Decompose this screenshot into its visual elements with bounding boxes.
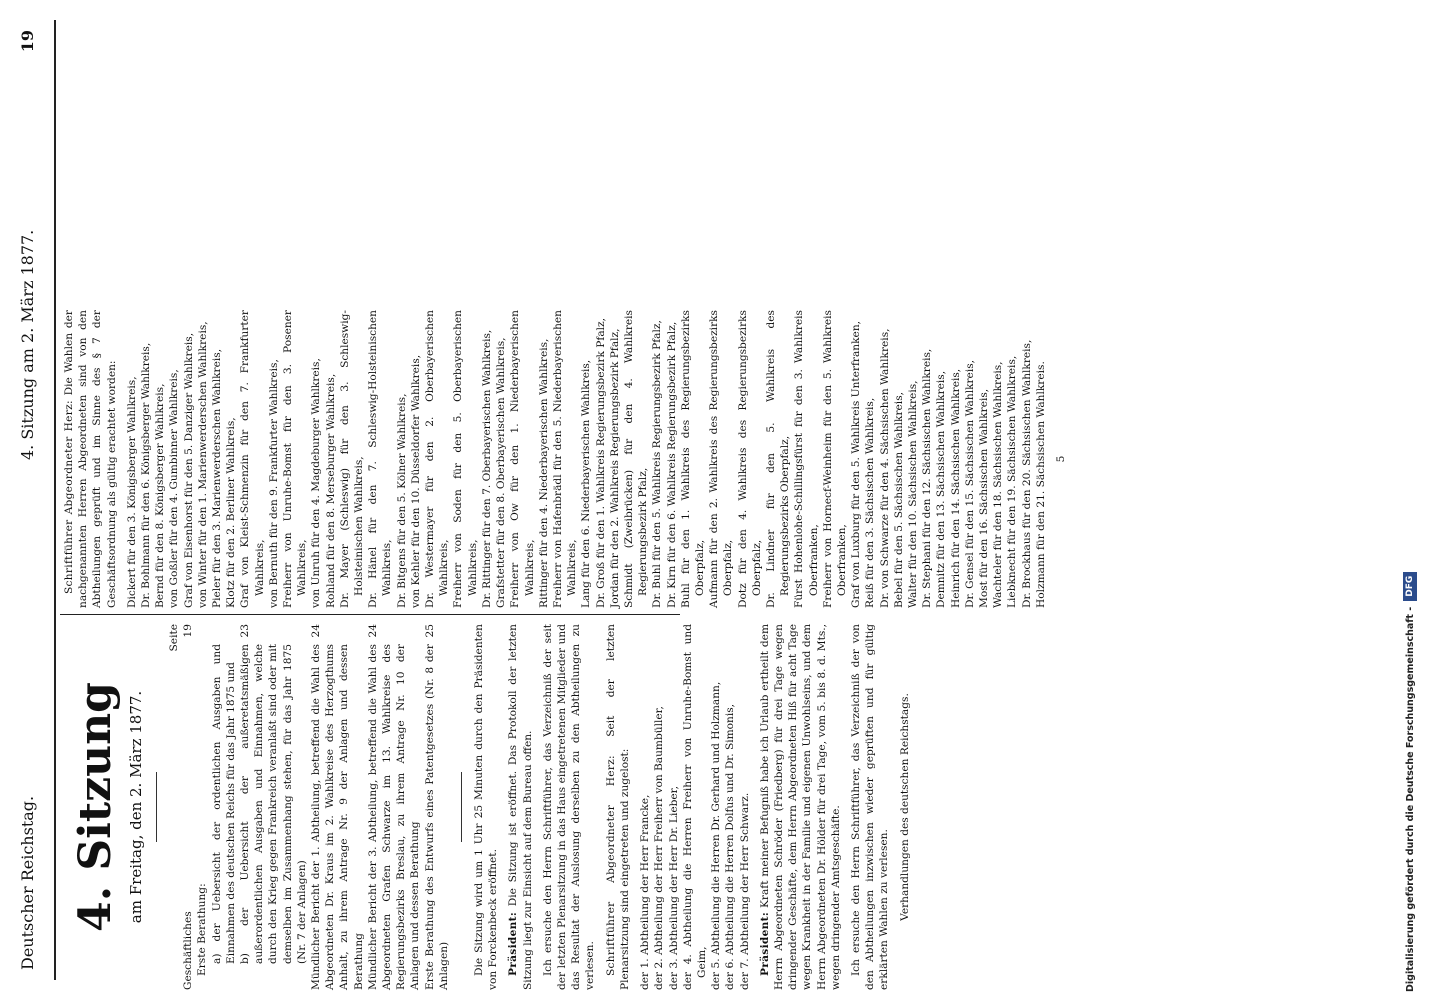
list-item: Bernd für den 8. Königsberger Wahlkreis, (154, 383, 167, 608)
toc-col-label: Seite (168, 624, 180, 652)
toc-item: b) der Uebersicht der außeretatsmäßigen außerordentlichen Ausgaben und Einnahmen, welche durch den Krieg gegen Frankreich veranlaßt sind oder mit demselben im Zusammenhang stehen, für das Jahr 1875 (Nr. 7 der Anlagen) 23 (239, 624, 308, 964)
list-item: der 4. Abtheilung die Herren Freiherr von Unruhe-Bomst und Geim, (681, 624, 708, 990)
list-item: Demnitz für den 13. Sächsischen Wahlkreis, (935, 370, 948, 608)
dfg-logo: DFG (1403, 572, 1417, 601)
list-item: Buhl für den 1. Wahlkreis des Regierungsbezirks Oberpfalz, (679, 310, 706, 608)
list-item: Dr. Gensel für den 15. Sächsischen Wahlkreis, (963, 359, 976, 608)
toc-item: a) der Uebersicht der ordentlichen Ausgaben und Einnahmen des deutschen Reichs für das Jahr 1875 und (210, 644, 237, 964)
list-item: von Goßler für den 4. Gumbinner Wahlkreis, (168, 369, 181, 608)
toc-item: Erste Berathung des Entwurfs eines Patentgesetzes (Nr. 8 der Anlagen) 25 (423, 624, 450, 990)
session-title: 4. Sitzung (70, 682, 121, 932)
list-item: Reiß für den 3. Sächsischen Wahlkreis, (864, 397, 877, 608)
list-item: der 5. Abtheilung die Herren Dr. Gerhard und Holzmann, (710, 681, 723, 990)
session-date: am Freitag, den 2. März 1877. (127, 690, 145, 924)
header-left: Deutscher Reichstag. (18, 795, 37, 970)
list-item: Dr. Stephani für den 12. Sächsischen Wahlkreis, (921, 348, 934, 608)
list-item: Heinrich für den 14. Sächsischen Wahlkreis, (949, 368, 962, 608)
list-item: Dr. Westermayer für den 2. Oberbayerischen Wahlkreis, (424, 310, 451, 608)
list-item: von Kehler für den 10. Düsseldorfer Wahlkreis, (409, 354, 422, 608)
header-rule (54, 20, 56, 980)
request-paragraph: Ich ersuche den Herrn Schriftführer, das Verzeichniß der von den Abtheilungen inzwischen wieder geprüften und für gültig erklärten Wahlen zu verlesen. (849, 624, 891, 990)
list-item: Freiherr von Hafenbrädl für den 5. Niederbayerischen Wahlkreis, (551, 310, 579, 608)
list-item: der 1. Abtheilung der Herr Francke, (639, 794, 652, 990)
toc-item: Erste Berathung: (196, 883, 209, 976)
list-item: Graf von Kleist-Schmenzin für den 7. Frankfurter Wahlkreis, (239, 310, 266, 608)
list-item: Liebknecht für den 19. Sächsischen Wahlkreis, (1006, 355, 1019, 608)
separator (461, 772, 462, 842)
list-item: Freiherr von Hornecf-Weinheim für den 5. Wahlkreis Oberfranken, (821, 310, 848, 608)
list-item: Rohland für den 8. Merseburger Wahlkreis, (324, 373, 337, 608)
list-item: Freiherr von Soden für den 5. Oberbayerischen Wahlkreis, (452, 310, 479, 608)
list-item: von Bernuth für den 9. Frankfurter Wahlkreis, (267, 359, 280, 608)
list-item: Bebel für den 5. Sächsischen Wahlkreis, (892, 392, 905, 608)
list-item: Rittinger für den 4. Niederbayerischen Wahlkreis, (537, 338, 550, 608)
list-item: Dr. Mayer (Schleswig) für den 3. Schleswig-Holsteinischen Wahlkreis, (338, 310, 366, 608)
secretary-paragraph: Schriftführer Abgeordneter Herz: Die Wahlen der nachgenannten Herren Abgeordneten sind von den Abtheilungen geprüft und im Sinne des § 7 der Geschäftsordnung als gültig erachtet worden: (63, 310, 118, 608)
list-item: der 3. Abtheilung der Herr Dr. Lieber, (667, 786, 680, 990)
list-item: Holzmann für den 21. Sächsischen Wahlkreis. (1034, 361, 1047, 608)
toc-item: Mündlicher Bericht der 1. Abtheilung, betreffend die Wahl des Abgeordneten Dr. Kraus im 2. Wahlkreise des Herzogthums Anhalt, zu ihrem Antrage Nr. 9 der Anlagen und dessen Berathung 24 (310, 624, 365, 990)
assignment-list (638, 624, 752, 990)
list-item: Freiherr von Unruhe-Bomst für den 3. Posener Wahlkreis, (282, 310, 309, 608)
list-item: Dr. Buhl für den 5. Wahlkreis Regierungsbezirk Pfalz, (651, 320, 664, 608)
list-item: der 7. Abtheilung der Herr Schwarz. (738, 792, 751, 990)
list-item: Dickert für den 3. Königsberger Wahlkreis, (125, 376, 138, 608)
list-item: Dr. Bohlmann für den 6. Königsberger Wahlkreis, (140, 342, 153, 608)
election-list (125, 310, 1048, 608)
column-divider (60, 614, 680, 615)
list-item: Aufmann für den 2. Wahlkreis des Regierungsbezirks Oberpfalz, (708, 310, 735, 608)
list-item: von Unruh für den 4. Magdeburger Wahlkreis, (310, 358, 323, 608)
list-item: Dr. Groß für den 1. Wahlkreis Regierungsbezirk Pfalz, (594, 318, 607, 608)
right-column (62, 310, 1068, 608)
list-item: Dotz für den 4. Wahlkreis des Regierungsbezirks Oberpfalz, (736, 310, 763, 608)
header-center: 4. Sitzung am 2. März 1877. (18, 229, 37, 460)
list-item: Wachteler für den 18. Sächsischen Wahlkreis, (992, 361, 1005, 608)
list-item: Walter für den 10. Sächsischen Wahlkreis, (906, 380, 919, 608)
list-item: Dr. Brockhaus für den 20. Sächsischen Wahlkreis, (1020, 339, 1033, 608)
list-item: Dr. Hänel für den 7. Schleswig-Holsteinischen Wahlkreis, (367, 310, 394, 608)
speaker-label: Schriftführer Abgeordneter Herz: (63, 400, 75, 594)
opening-paragraph: Die Sitzung wird um 1 Uhr 25 Minuten durch den Präsidenten von Forckenbeck eröffnet. (473, 624, 500, 990)
list-item: Grafstetter für den 8. Oberbayerischen Wahlkreis, (495, 337, 508, 608)
list-item: Graf von Eisenhorst für den 5. Danziger Wahlkreis, (182, 332, 195, 608)
toc-item: Geschäftliches 19 (182, 624, 195, 990)
speaker-label: Präsident: (758, 911, 771, 976)
list-item: Dr. Rittinger für den 7. Oberbayerischen Wahlkreis, (480, 329, 493, 608)
speaker-label: Präsident: (507, 911, 520, 976)
speaker-label: Schriftführer Abgeordneter Herz: (604, 755, 617, 976)
list-item: Dr. von Schwarze für den 4. Sächsischen Wahlkreis, (878, 328, 891, 608)
leave-paragraph: Präsident: Kraft meiner Befugniß habe ich Urlaub ertheilt dem Herrn Abgeordneten Schröder (Friedberg) für drei Tage wegen dringender Geschäfte, dem Herrn Abgeordneten Hiß für acht Tage wegen Krankheit in der Familie und eigenen Unwohlseins, und dem Herrn Abgeordneten Dr. Hölder für drei Tage, vom 5. bis 8. d. Mts., wegen dringender Amtsgeschäfte. (758, 623, 842, 990)
digitization-stamp (1395, 8, 1425, 992)
separator (156, 772, 157, 842)
page-number: 19 (18, 30, 37, 53)
request-paragraph: Ich ersuche den Herrn Schriftführer, das Verzeichniß der seit der letzten Plenarsitzung in das Haus eingetretenen Mitglieder und das Resultat der Auslosung derselben zu den Abtheilungen zu verlesen. (541, 624, 597, 990)
list-item: Graf von Luxburg für den 5. Wahlkreis Unterfranken, (850, 320, 863, 608)
signature-mark: 5 (1055, 455, 1068, 463)
table-of-contents (167, 624, 451, 990)
stamp-text: Digitalisierung gefördert durch die Deutsche Forschungsgemeinschaft - (1404, 606, 1416, 992)
president-paragraph: Präsident: Die Sitzung ist eröffnet. Das Protokoll der letzten Sitzung liegt zur Einsicht auf dem Bureau offen. (507, 624, 534, 990)
list-item: Pieler für den 3. Marienwerderschen Wahlkreis, (211, 348, 224, 608)
toc-item: Mündlicher Bericht der 3. Abtheilung, betreffend die Wahl des Abgeordneten Grafen Schwarze im 13. Wahlkreise des Regierungsbezirks Breslau, zu ihrem Antrage Nr. 10 der Anlagen und dessen Berathung 24 (366, 624, 422, 990)
list-item: Jordan für den 2. Wahlkreis Regierungsbezirk Pfalz, (608, 328, 621, 608)
list-item: Klotz für den 2. Berliner Wahlkreis, (225, 417, 238, 608)
list-item: Dr. Kirn für den 6. Wahlkreis Regierungsbezirk Pfalz, (665, 321, 678, 608)
list-item: Dr. Lindner für den 5. Wahlkreis des Regierungsbezirks Oberpfalz, (764, 310, 792, 608)
left-column (62, 624, 912, 990)
secretary-paragraph: Schriftführer Abgeordneter Herz: Seit der letzten Plenarsitzung sind eingetreten und zugelost: (604, 624, 631, 990)
list-item: Most für den 16. Sächsischen Wahlkreis, (978, 388, 990, 608)
list-item: Schmidt (Zweibrücken) für den 4. Wahlkreis Regierungsbezirk Pfalz, (622, 310, 650, 608)
list-item: der 2. Abtheilung der Herr Freiherr von Baumbüller, (653, 706, 666, 990)
toc-header (167, 624, 181, 990)
list-item: Lang für den 6. Niederbayerischen Wahlkreis, (580, 359, 593, 608)
list-item: der 6. Abtheilung die Herren Dolfus und Dr. Simonis, (724, 703, 737, 990)
list-item: Dr. Bitgens für den 5. Kölner Wahlkreis, (395, 393, 408, 608)
list-item: Fürst Hohenlohe-Schillingsfürst für den 3. Wahlkreis Oberfranken, (793, 310, 820, 608)
list-item: von Winter für den 1. Marienwerderschen Wahlkreis, (196, 321, 209, 608)
page-footer: Verhandlungen des deutschen Reichstags. (898, 693, 911, 921)
list-item: Freiherr von Ow für den 1. Niederbayerischen Wahlkreis, (509, 310, 536, 608)
